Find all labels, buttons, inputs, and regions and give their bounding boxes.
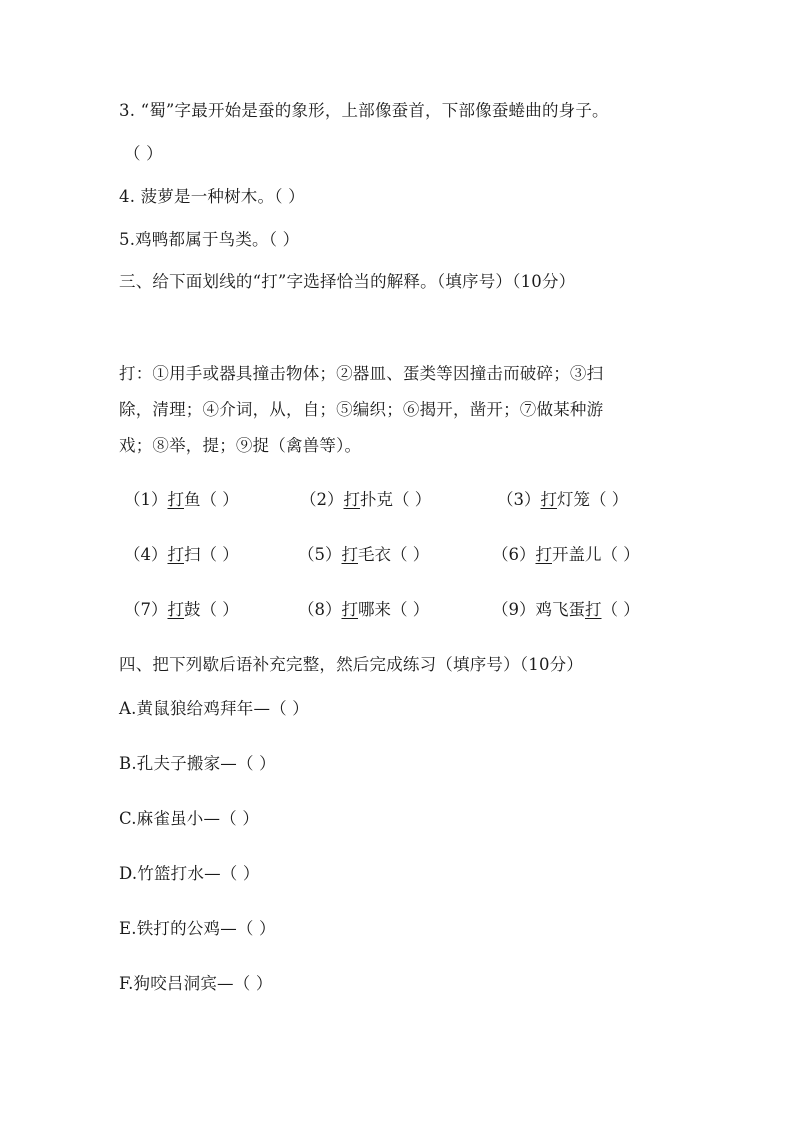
underlined-da: 打 xyxy=(343,490,360,509)
proverb-a: A.黄鼠狼给鸡拜年—（ ） xyxy=(119,699,310,718)
underlined-da: 打 xyxy=(535,545,552,564)
proverb-f: F.狗咬吕洞宾—（ ） xyxy=(119,974,273,993)
question-3: 3. “蜀”字最开始是蚕的象形，上部像蚕首，下部像蚕蜷曲的身子。 xyxy=(119,101,609,120)
definition-line-2: 除，清理；④介词，从，自；⑤编织；⑥揭开，凿开；⑦做某种游 xyxy=(119,400,604,419)
section-4-title: 四、把下列歇后语补充完整，然后完成练习（填序号）（10分） xyxy=(119,655,584,674)
question-4: 4. 菠萝是一种树木。（ ） xyxy=(119,187,305,206)
item-4: （4）打扫（ ） xyxy=(124,545,239,564)
underlined-da: 打 xyxy=(167,490,184,509)
section-3-title: 三、给下面划线的“打”字选择恰当的解释。（填序号）（10分） xyxy=(119,272,576,291)
question-5: 5.鸡鸭都属于鸟类。（ ） xyxy=(119,230,300,249)
underlined-da: 打 xyxy=(341,545,358,564)
item-9: （9）鸡飞蛋打（ ） xyxy=(492,600,640,619)
item-5: （5）打毛衣（ ） xyxy=(298,545,430,564)
underlined-da: 打 xyxy=(585,600,602,619)
item-2: （2）打扑克（ ） xyxy=(300,490,432,509)
item-1: （1）打鱼（ ） xyxy=(124,490,239,509)
underlined-da: 打 xyxy=(167,545,184,564)
underlined-da: 打 xyxy=(341,600,358,619)
definition-line-1: 打：①用手或器具撞击物体；②器皿、蛋类等因撞击而破碎；③扫 xyxy=(119,364,604,383)
underlined-da: 打 xyxy=(167,600,184,619)
question-3-answer-blank: （ ） xyxy=(124,144,163,163)
underlined-da: 打 xyxy=(540,490,557,509)
item-8: （8）打哪来（ ） xyxy=(298,600,430,619)
proverb-c: C.麻雀虽小—（ ） xyxy=(119,809,260,828)
proverb-b: B.孔夫子搬家—（ ） xyxy=(119,754,276,773)
definition-line-3: 戏；⑧举，提；⑨捉（禽兽等）。 xyxy=(119,436,362,455)
proverb-d: D.竹篮打水—（ ） xyxy=(119,864,260,883)
item-3: （3）打灯笼（ ） xyxy=(497,490,629,509)
item-6: （6）打开盖儿（ ） xyxy=(492,545,640,564)
proverb-e: E.铁打的公鸡—（ ） xyxy=(119,919,276,938)
item-7: （7）打鼓（ ） xyxy=(124,600,239,619)
